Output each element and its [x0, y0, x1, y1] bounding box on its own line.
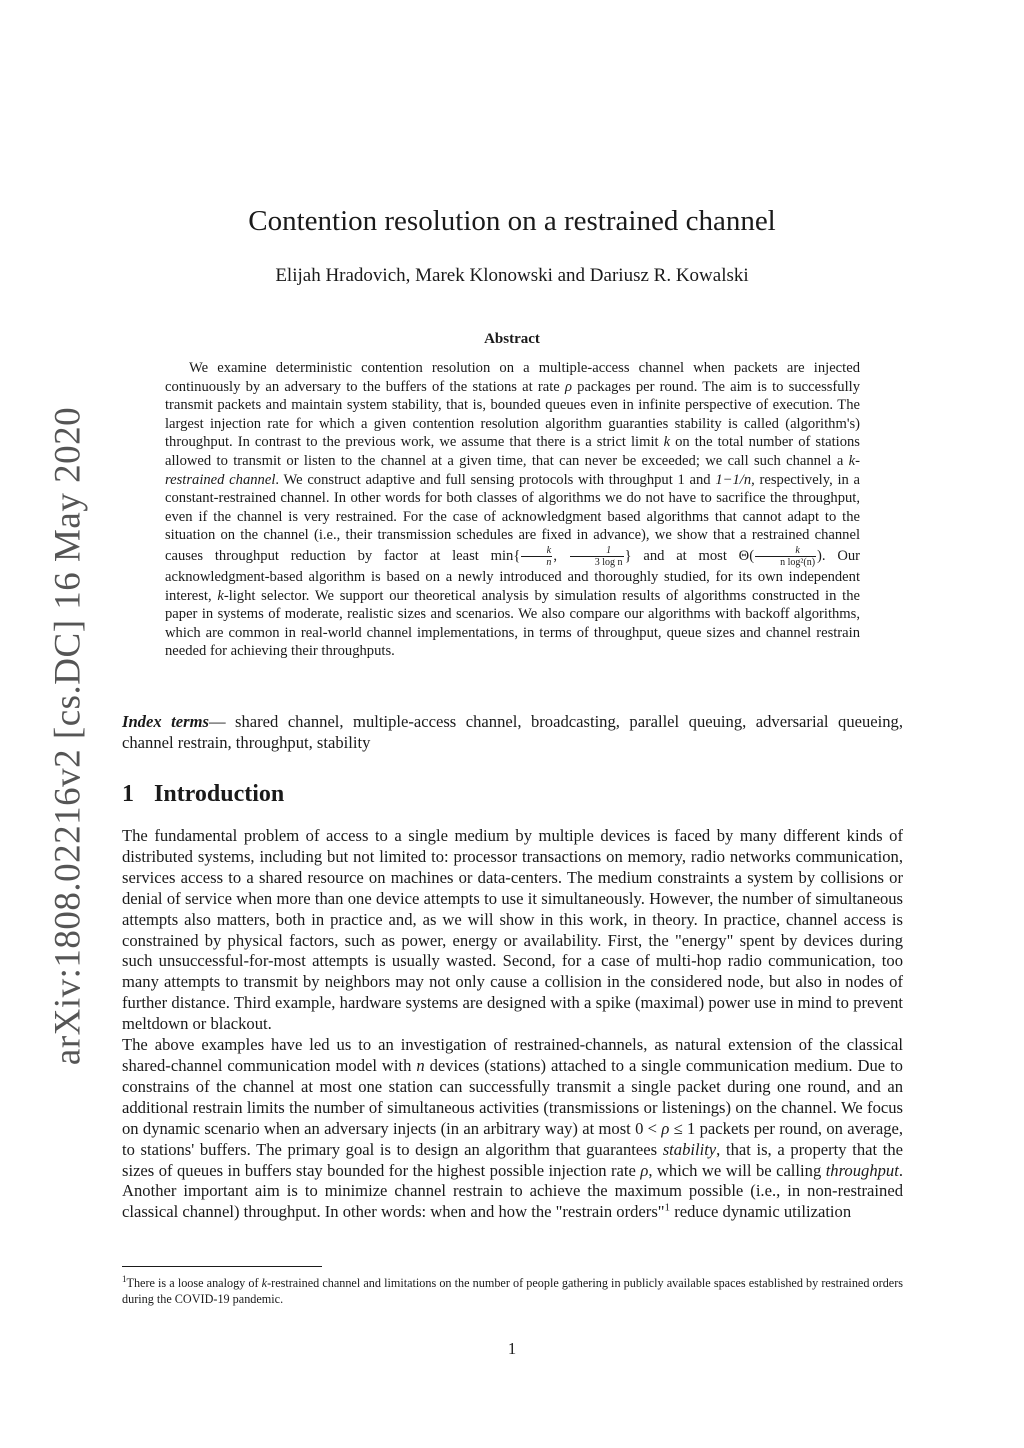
- footnote-divider: [122, 1266, 322, 1267]
- footnote: $^1$There is a loose analogy of k-restrained channel and limitations on the number of people gathering in publicly available spaces established by restrained orders during the COVID-19 pandemic.: [122, 1274, 903, 1307]
- paper-authors: Elijah Hradovich, Marek Klonowski and Dariusz R. Kowalski: [275, 265, 749, 286]
- introduction-body: [122, 826, 903, 1223]
- page-number: 1: [507, 1339, 517, 1358]
- abstract-heading: Abstract: [484, 331, 540, 347]
- arxiv-identifier: arXiv:1808.02216v2 [cs.DC] 16 May 2020: [47, 406, 89, 1066]
- paper-title: Contention resolution on a restrained channel: [248, 205, 776, 237]
- fraction-k-over-n: $\frac{k}{n}$: [521, 545, 552, 568]
- intro-paragraph-1: The fundamental problem of access to a single medium by multiple devices is faced by many different kinds of distributed systems, including but not limited to: processor transactions on memory, radio networks communication, services access to a shared resource on machines or data-centers. The medium constraints a system by collisions or denial of service when more than one device attempts to use it simultaneously. However, the number of simultaneous attempts also matters, both in practice and, as we will show in this work, in theory. In practice, channel access is constrained by physical factors, such as power, energy or availability. First, the "energy" spent by devices during such unsuccessful-for-most attempts is usually wasted. Second, for a case of multi-hop radio communication, too many attempts to transmit by neighbors may not only cause a collision in the considered node, but also in nodes of further distance. Third example, hardware systems are designed with a spike (maximal) power use in mind to prevent meltdown or blackout.: [122, 826, 903, 1034]
- index-terms: Index terms— shared channel, multiple-access channel, broadcasting, parallel queuing, adversarial queueing, channel restrain, throughput, stability: [122, 712, 903, 752]
- fraction-1-over-3logn: $\frac{1}{\text{3 log n}}$: [570, 545, 624, 568]
- footnote-marker: 1: [664, 1201, 671, 1214]
- fraction-k-over-nlog2n: $\frac{k}{\text{n log²(n)}}$: [755, 545, 816, 568]
- abstract-text: We examine deterministic contention resolution on a multiple-access channel when packets are injected continuously by an adversary to the buffers of the stations at rate ρ packages per round. The aim is to successfully transmit packets and maintain system stability, that is, bounded queues even in infinite perspective of execution. The largest injection rate for which a given contention resolution algorithm guaranties stability is called (algorithm's) throughput. In contrast to the previous work, we assume that there is a strict limit k on the total number of stations allowed to transmit or listen to the channel at a given time, that can never be exceeded; we call such channel a k-restrained channel. We construct adaptive and full sensing protocols with throughput 1 and 1−1/n, respectively, in a constant-restrained channel. In other words for both classes of algorithms we do not have to sacrifice the throughput, even if the channel is very restrained. For the case of acknowledgment based algorithms that cannot adapt to the situation on the channel (i.e., their transmission schedules are fixed in advance), we show that a restrained channel causes throughput reduction by factor at least min{ $\frac{k}{n}$ , $\frac{1}{\text{3 log n}}$ } and at most Θ( $\frac{k}{\text{n log²(n)}}$ ). Our acknowledgment-based algorithm is based on a newly introduced and thoroughly studied, for its own independent interest, k-light selector. We support our theoretical analysis by simulation results of algorithms constructed in the paper in systems of moderate, realistic sizes and scenarios. We also compare our algorithms with backoff algorithms, which are common in real-world channel implementations, in terms of throughput, queue sizes and channel restrain needed for achieving their throughputs.: [165, 360, 861, 660]
- index-terms-label: Index terms: [122, 712, 209, 731]
- intro-paragraph-2: The above examples have led us to an investigation of restrained-channels, as natural extension of the classical shared-channel communication model with n devices (stations) attached to a single communication medium. Due to constrains of the channel at most one station can successfully transmit a single packet during one round, and an additional restrain limits the number of simultaneous activities (transmissions or listenings) on the channel. We focus on dynamic scenario when an adversary injects (in an arbitrary way) at most 0 < ρ ≤ 1 packets per round, on average, to stations' buffers. The primary goal is to design an algorithm that guarantees stability, that is, a property that the sizes of queues in buffers stay bounded for the highest possible injection rate ρ, which we will be calling throughput. Another important aim is to minimize channel restrain to achieve the maximum possible (i.e., in non-restrained classical channel) throughput. In other words: when and how the "restrain orders"$^1$ reduce dynamic utilization: [122, 1035, 904, 1222]
- section-heading-introduction: 1 Introduction: [122, 781, 285, 807]
